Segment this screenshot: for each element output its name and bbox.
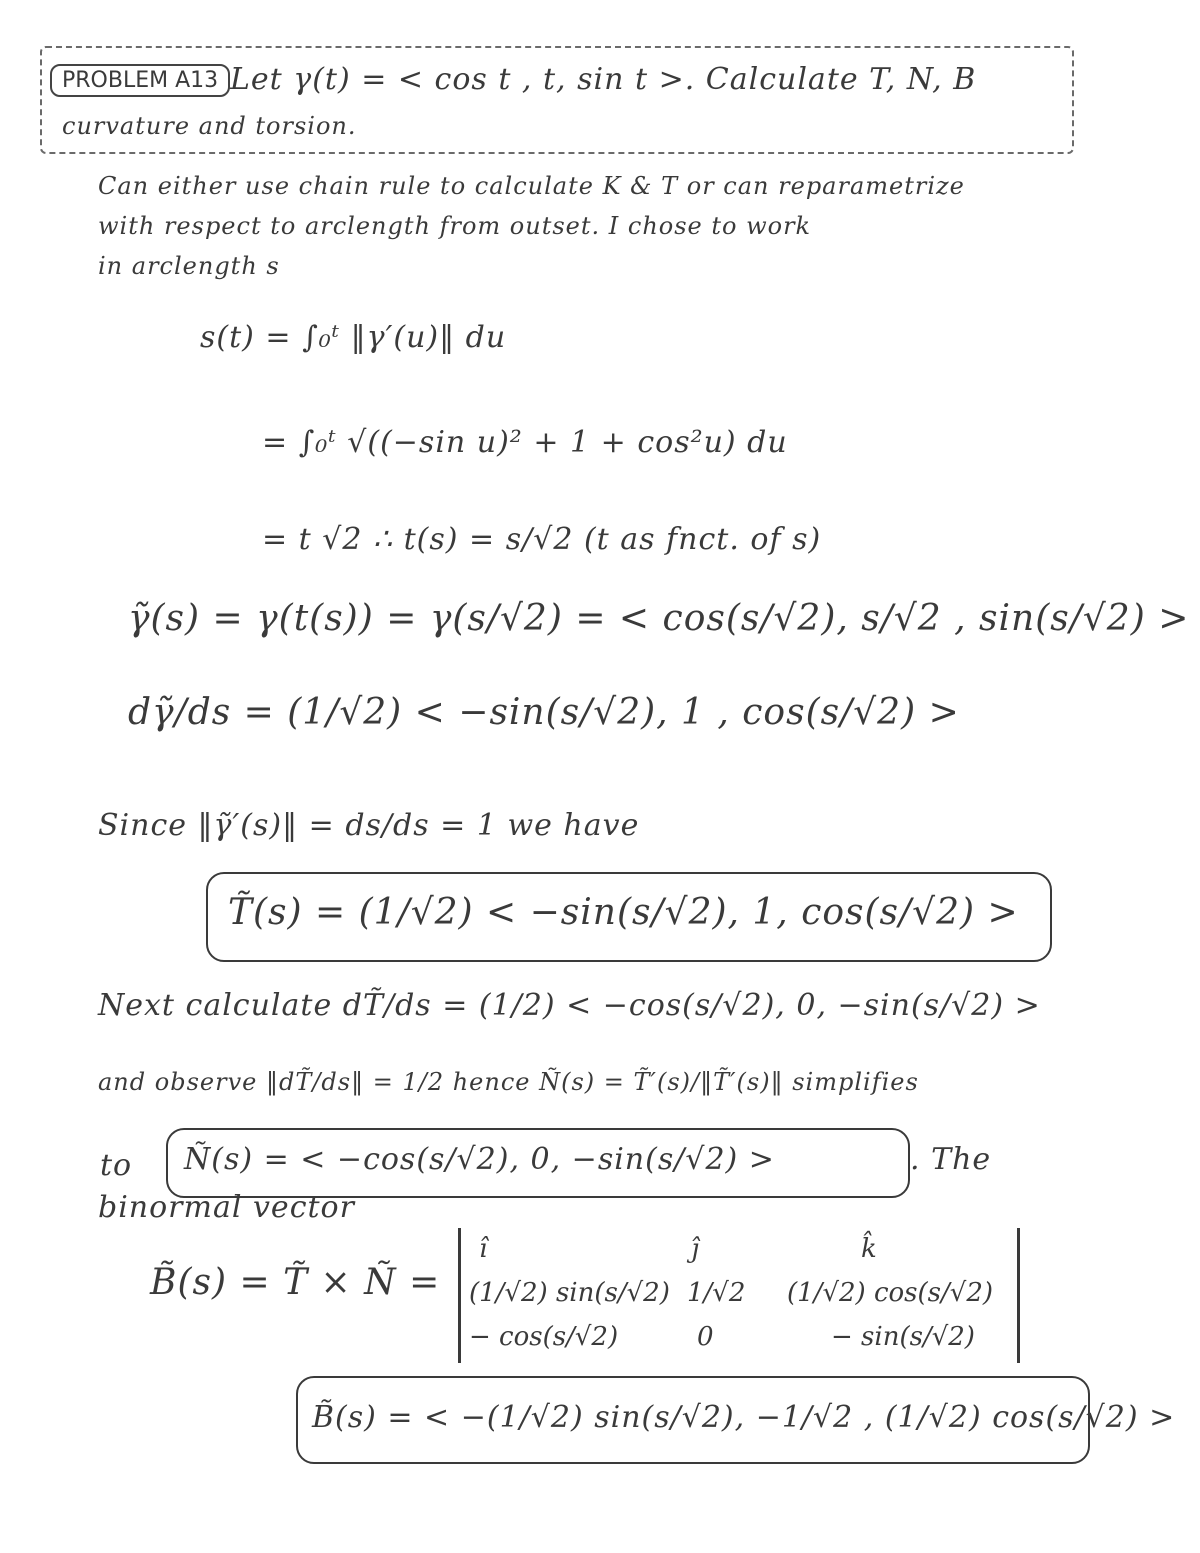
curve-derivative: dγ̃/ds = (1/√2) < −sin(s/√2), 1 , cos(s/√2) > bbox=[128, 692, 960, 733]
arclength-line-2: = ∫₀ᵗ √((−sin u)² + 1 + cos²u) du bbox=[262, 425, 788, 460]
the-label: . The bbox=[910, 1142, 992, 1177]
matrix-cell-r3c1: − cos(s/√2) bbox=[469, 1322, 619, 1352]
binormal-label: binormal vector bbox=[98, 1190, 355, 1225]
next-calculate: Next calculate dT̃/ds = (1/2) < −cos(s/√2), 0, −sin(s/√2) > bbox=[98, 988, 1041, 1023]
matrix-cell-r3c2: 0 bbox=[697, 1322, 714, 1352]
arclength-line-1: s(t) = ∫₀ᵗ ‖γ′(u)‖ du bbox=[200, 320, 507, 355]
intro-line-3: in arclength s bbox=[98, 252, 280, 280]
arclength-line-3: = t √2 ∴ t(s) = s/√2 (t as fnct. of s) bbox=[262, 522, 822, 557]
determinant-matrix bbox=[458, 1228, 1020, 1363]
matrix-cell-r2c3: (1/√2) cos(s/√2) bbox=[787, 1278, 994, 1308]
observe-line: and observe ‖dT̃/ds‖ = 1/2 hence Ñ(s) = T̃′(s)/‖T̃′(s)‖ simplifies bbox=[98, 1068, 919, 1096]
matrix-cell-r2c1: (1/√2) sin(s/√2) bbox=[469, 1278, 670, 1308]
matrix-cell-k: k̂ bbox=[861, 1234, 877, 1264]
intro-line-2: with respect to arclength from outset. I chose to work bbox=[98, 212, 812, 240]
since-unit-speed: Since ‖γ̃′(s)‖ = ds/ds = 1 we have bbox=[98, 808, 640, 843]
matrix-cell-j: ĵ bbox=[691, 1234, 700, 1264]
intro-line-1: Can either use chain rule to calculate K & T or can reparametrize bbox=[98, 172, 965, 200]
matrix-cell-i: î bbox=[479, 1234, 488, 1264]
problem-statement-line1: Let γ(t) = < cos t , t, sin t >. Calculate T, N, B bbox=[230, 62, 977, 97]
binormal-lhs: B̃(s) = T̃ × Ñ = bbox=[150, 1262, 441, 1303]
to-label: to bbox=[100, 1148, 133, 1183]
problem-tag: PROBLEM A13 bbox=[50, 64, 230, 97]
reparametrized-curve: γ̃(s) = γ(t(s)) = γ(s/√2) = < cos(s/√2), s/√2 , sin(s/√2) > bbox=[128, 598, 1190, 639]
problem-statement-line2: curvature and torsion. bbox=[62, 112, 357, 140]
normal-result: Ñ(s) = < −cos(s/√2), 0, −sin(s/√2) > bbox=[184, 1142, 775, 1177]
binormal-result: B̃(s) = < −(1/√2) sin(s/√2), −1/√2 , (1/√2) cos(s/√2) > bbox=[312, 1400, 1176, 1435]
matrix-cell-r2c2: 1/√2 bbox=[687, 1278, 746, 1308]
tangent-result: T̃(s) = (1/√2) < −sin(s/√2), 1, cos(s/√2) > bbox=[228, 892, 1019, 933]
matrix-cell-r3c3: − sin(s/√2) bbox=[831, 1322, 975, 1352]
